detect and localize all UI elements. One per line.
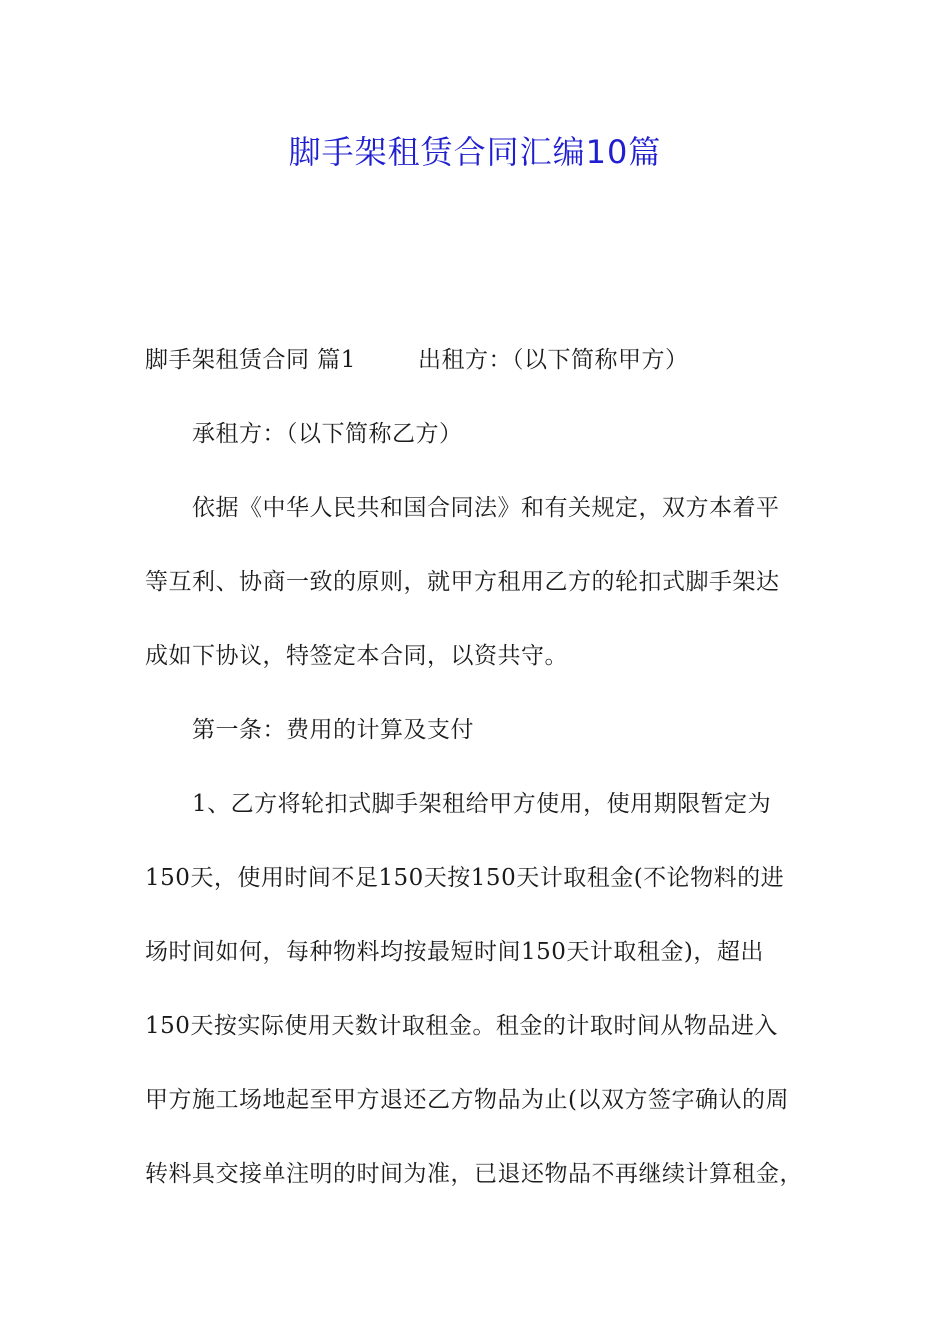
section-header-line bbox=[145, 344, 688, 376]
document-title: 脚手架租赁合同汇编10篇 bbox=[288, 133, 662, 171]
paragraph-line: 等互利、协商一致的原则，就甲方租用乙方的轮扣式脚手架达 bbox=[145, 569, 780, 595]
paragraph-line: 场时间如何，每种物料均按最短时间150天计取租金)，超出 bbox=[145, 939, 764, 965]
paragraph-line: 1、乙方将轮扣式脚手架租给甲方使用，使用期限暂定为 bbox=[192, 791, 772, 817]
paragraph-line: 150天按实际使用天数计取租金。租金的计取时间从物品进入 bbox=[145, 1013, 778, 1039]
paragraph-line: 成如下协议，特签定本合同，以资共守。 bbox=[145, 643, 568, 669]
lessee-line: 承租方：（以下简称乙方） bbox=[192, 421, 463, 447]
paragraph-line: 转料具交接单注明的时间为准，已退还物品不再继续计算租金， bbox=[145, 1161, 803, 1187]
paragraph-line: 甲方施工场地起至甲方退还乙方物品为止(以双方签字确认的周 bbox=[145, 1087, 789, 1113]
paragraph-line: 150天，使用时间不足150天按150天计取租金(不论物料的进 bbox=[145, 865, 785, 891]
section-label: 脚手架租赁合同 篇1 bbox=[145, 347, 356, 373]
paragraph-line: 依据《中华人民共和国合同法》和有关规定，双方本着平 bbox=[192, 495, 780, 521]
lessor-line: 出租方：（以下简称甲方） bbox=[417, 347, 689, 373]
article-heading: 第一条：费用的计算及支付 bbox=[192, 717, 474, 743]
